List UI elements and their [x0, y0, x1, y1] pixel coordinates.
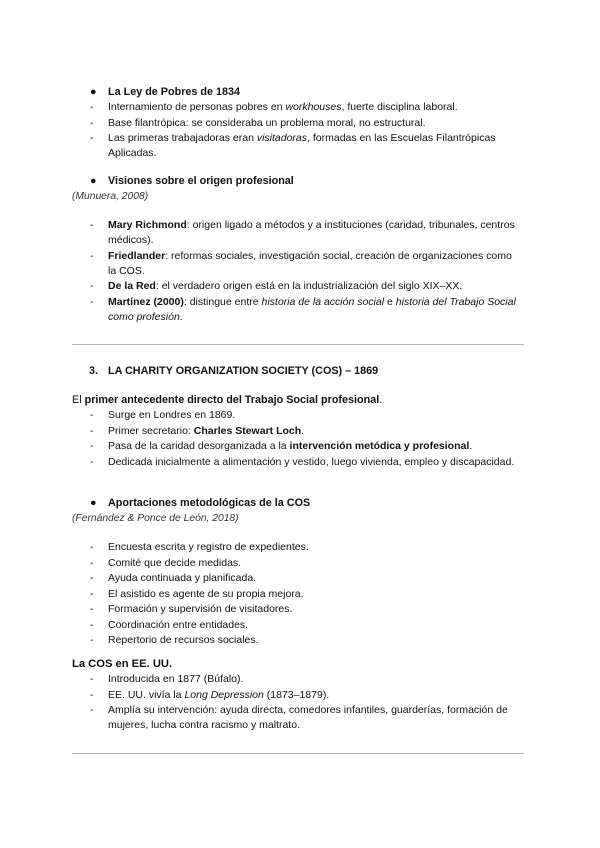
poor-law-heading: ● La Ley de Pobres de 1834 [90, 86, 241, 98]
origins-heading: ● Visiones sobre el origen profesional [90, 175, 294, 187]
dash-icon: - [90, 541, 94, 553]
dash-icon: - [90, 618, 94, 631]
list-item: - Formación y supervisión de visitadores. [90, 603, 293, 615]
dash-icon: - [90, 409, 94, 421]
origins-citation: (Munuera, 2008) [72, 191, 149, 202]
dash-icon: - [90, 440, 94, 452]
methods-list-block [0, 540, 600, 649]
poor-law-list [0, 100, 600, 161]
bullet-icon: ● [90, 497, 97, 509]
dash-icon: - [90, 572, 94, 584]
list-item: - Martínez (2000): distingue entre historia de la acción social e historia del Trabajo Social como profesión. [90, 295, 516, 323]
origins-section [0, 174, 600, 204]
cos-usa-section [0, 657, 600, 734]
list-item: - Mary Richmond: origen ligado a métodos y a instituciones (caridad, tribunales, centros médicos). [90, 219, 515, 246]
dash-icon: - [90, 556, 94, 569]
list-item: - De la Red: el verdadero origen está en la industrialización del siglo XIX–XX. [90, 280, 463, 292]
dash-icon: - [90, 688, 94, 701]
list-item: - Pasa de la caridad desorganizada a la intervención metódica y profesional. [90, 440, 473, 452]
dash-icon: - [90, 280, 94, 292]
list-item: - Surge en Londres en 1869. [90, 409, 236, 421]
section-divider [72, 753, 524, 754]
methods-citation: (Fernández & Ponce de León, 2018) [72, 513, 239, 524]
list-item: - Primer secretario: Charles Stewart Loch. [90, 424, 305, 437]
list-item: - Las primeras trabajadoras eran visitadoras, formadas en las Escuelas Filantrópicas Aplicadas. [90, 132, 496, 159]
list-item: - Amplía su intervención: ayuda directa, comedores infantiles, guarderías, formación de mujeres, lucha contra racismo y maltrato. [90, 704, 508, 731]
dash-icon: - [90, 634, 94, 646]
list-item: - EE. UU. vivía la Long Depression (1873–1879). [90, 688, 330, 701]
list-item: - Introducida en 1877 (Búfalo). [90, 673, 244, 685]
dash-icon: - [90, 101, 94, 113]
dash-icon: - [90, 587, 94, 600]
cos-body [0, 393, 600, 470]
section-title: 3. LA CHARITY ORGANIZATION SOCIETY (COS) – 1869 [89, 365, 379, 377]
cos-list [0, 408, 600, 470]
dash-icon: - [90, 249, 94, 262]
list-item: - Internamiento de personas pobres en workhouses, fuerte disciplina laboral. [90, 101, 458, 113]
dash-icon: - [90, 295, 94, 308]
methods-list [0, 540, 600, 648]
list-item: - Dedicada inicialmente a alimentación y vestido, luego vivienda, empleo y discapacidad. [90, 455, 515, 468]
cos-section [0, 364, 600, 379]
dash-icon: - [90, 455, 94, 468]
bullet-icon: ● [90, 86, 97, 98]
dash-icon: - [90, 219, 94, 231]
dash-icon: - [90, 603, 94, 615]
dash-icon: - [90, 116, 94, 129]
methods-heading: ● Aportaciones metodológicas de la COS [90, 497, 311, 509]
bullet-icon: ● [90, 175, 97, 187]
dash-icon: - [90, 704, 94, 716]
list-item: - Comité que decide medidas. [90, 556, 242, 569]
list-item: - Encuesta escrita y registro de expedientes. [90, 541, 309, 553]
cos-usa-heading: La COS en EE. UU. [72, 658, 173, 670]
origins-list-block [0, 218, 600, 325]
dash-icon: - [90, 424, 94, 437]
list-item: - Base filantrópica: se consideraba un problema moral, no estructural. [90, 116, 426, 129]
list-item: - El asistido es agente de su propia mejora. [90, 587, 304, 600]
list-item: - Repertorio de recursos sociales. [90, 634, 259, 646]
list-item: - Ayuda continuada y planificada. [90, 572, 257, 584]
origins-list [0, 218, 600, 325]
dash-icon: - [90, 673, 94, 685]
dash-icon: - [90, 132, 94, 144]
cos-intro: El primer antecedente directo del Trabajo Social profesional. [72, 394, 383, 406]
cos-usa-list [0, 672, 600, 733]
section-divider [72, 344, 524, 345]
methods-section [0, 496, 600, 526]
list-item: - Friedlander: reformas sociales, investigación social, creación de organizaciones como la COS. [90, 249, 512, 277]
list-item: - Coordinación entre entidades. [90, 618, 249, 631]
poor-law-section [0, 85, 600, 162]
